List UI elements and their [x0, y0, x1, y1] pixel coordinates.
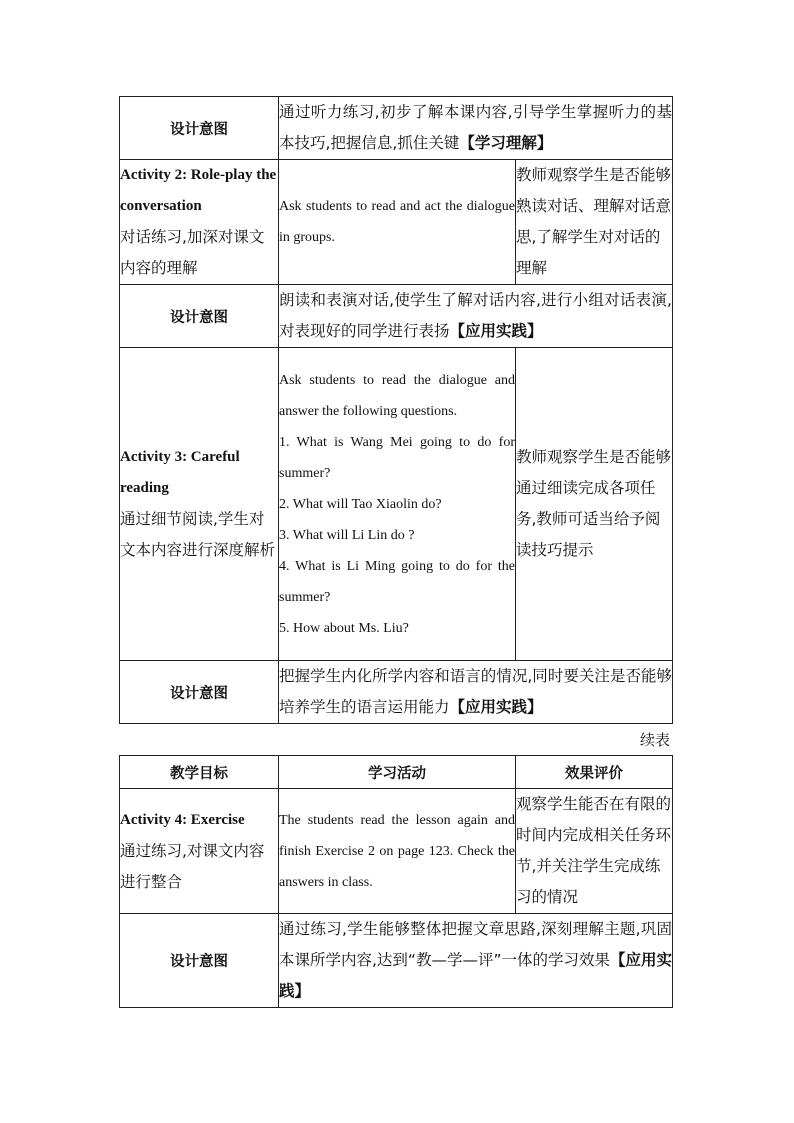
table-header-row	[120, 756, 673, 789]
table-row	[120, 661, 673, 724]
design-intent-tag: 【应用实践】	[449, 322, 543, 340]
table-row	[120, 348, 673, 661]
evaluation-text: 教师观察学生是否能够通过细读完成各项任务,教师可适当给予阅读技巧提示	[516, 348, 673, 661]
activity-description: 通过细节阅读,学生对文本内容进行深度解析	[120, 510, 276, 559]
activity-title: Activity 3: Careful reading	[120, 449, 240, 496]
question-item: 5. How about Ms. Liu?	[279, 620, 409, 636]
activity-cell	[120, 160, 279, 285]
activity-title: Activity 2: Role-play the conversation	[120, 167, 277, 214]
evaluation-text: 观察学生能否在有限的时间内完成相关任务环节,并关注学生完成练习的情况	[516, 789, 673, 914]
table-row	[120, 914, 673, 1008]
design-intent-tag: 【学习理解】	[459, 134, 553, 152]
activity-description: 对话练习,加深对课文内容的理解	[120, 228, 265, 277]
activity-content: Ask students to read and act the dialogue in groups.	[279, 160, 516, 285]
lesson-plan-table-1	[119, 96, 673, 724]
design-intent-tag: 【应用实践】	[279, 951, 673, 1000]
table-row	[120, 285, 673, 348]
evaluation-text: 教师观察学生是否能够熟读对话、理解对话意思,了解学生对对话的理解	[516, 160, 673, 285]
design-intent-tag: 【应用实践】	[449, 698, 543, 716]
design-intent-body: 通过听力练习,初步了解本课内容,引导学生掌握听力的基本技巧,把握信息,抓住关键	[279, 103, 672, 152]
activity-title: Activity 4: Exercise	[120, 811, 245, 828]
header-effect-evaluation: 效果评价	[516, 756, 673, 789]
design-intent-text	[279, 914, 673, 1008]
table-row	[120, 97, 673, 160]
lesson-plan-table-2	[119, 755, 673, 1008]
design-intent-label: 设计意图	[120, 914, 279, 1008]
design-intent-label: 设计意图	[120, 97, 279, 160]
continued-table-label: 续表	[640, 731, 671, 749]
activity-content	[279, 348, 516, 661]
design-intent-text	[279, 661, 673, 724]
table-row	[120, 160, 673, 285]
header-teaching-goal: 教学目标	[120, 756, 279, 789]
activity-description: 通过练习,对课文内容进行整合	[120, 841, 265, 891]
activity-content: The students read the lesson again and finish Exercise 2 on page 123. Check the answers in class.	[279, 789, 516, 914]
design-intent-label: 设计意图	[120, 285, 279, 348]
design-intent-body: 把握学生内化所学内容和语言的情况,同时要关注是否能够培养学生的语言运用能力	[279, 667, 672, 716]
activity-intro: Ask students to read the dialogue and answer the following questions.	[279, 372, 515, 419]
design-intent-body: 朗读和表演对话,使学生了解对话内容,进行小组对话表演,对表现好的同学进行表扬	[279, 291, 672, 340]
table-row	[120, 789, 673, 914]
activity-cell	[120, 348, 279, 661]
design-intent-text	[279, 285, 673, 348]
design-intent-text	[279, 97, 673, 160]
question-item: 1. What is Wang Mei going to do for summer?	[279, 434, 515, 481]
question-item: 2. What will Tao Xiaolin do?	[279, 496, 442, 512]
design-intent-body: 通过练习,学生能够整体把握文章思路,深刻理解主题,巩固本课所学内容,达到“教—学—评”一体的学习效果	[279, 920, 672, 969]
design-intent-label: 设计意图	[120, 661, 279, 724]
question-item: 4. What is Li Ming going to do for the summer?	[279, 558, 515, 605]
activity-cell	[120, 789, 279, 914]
question-item: 3. What will Li Lin do ?	[279, 527, 415, 543]
header-learning-activity: 学习活动	[279, 756, 516, 789]
